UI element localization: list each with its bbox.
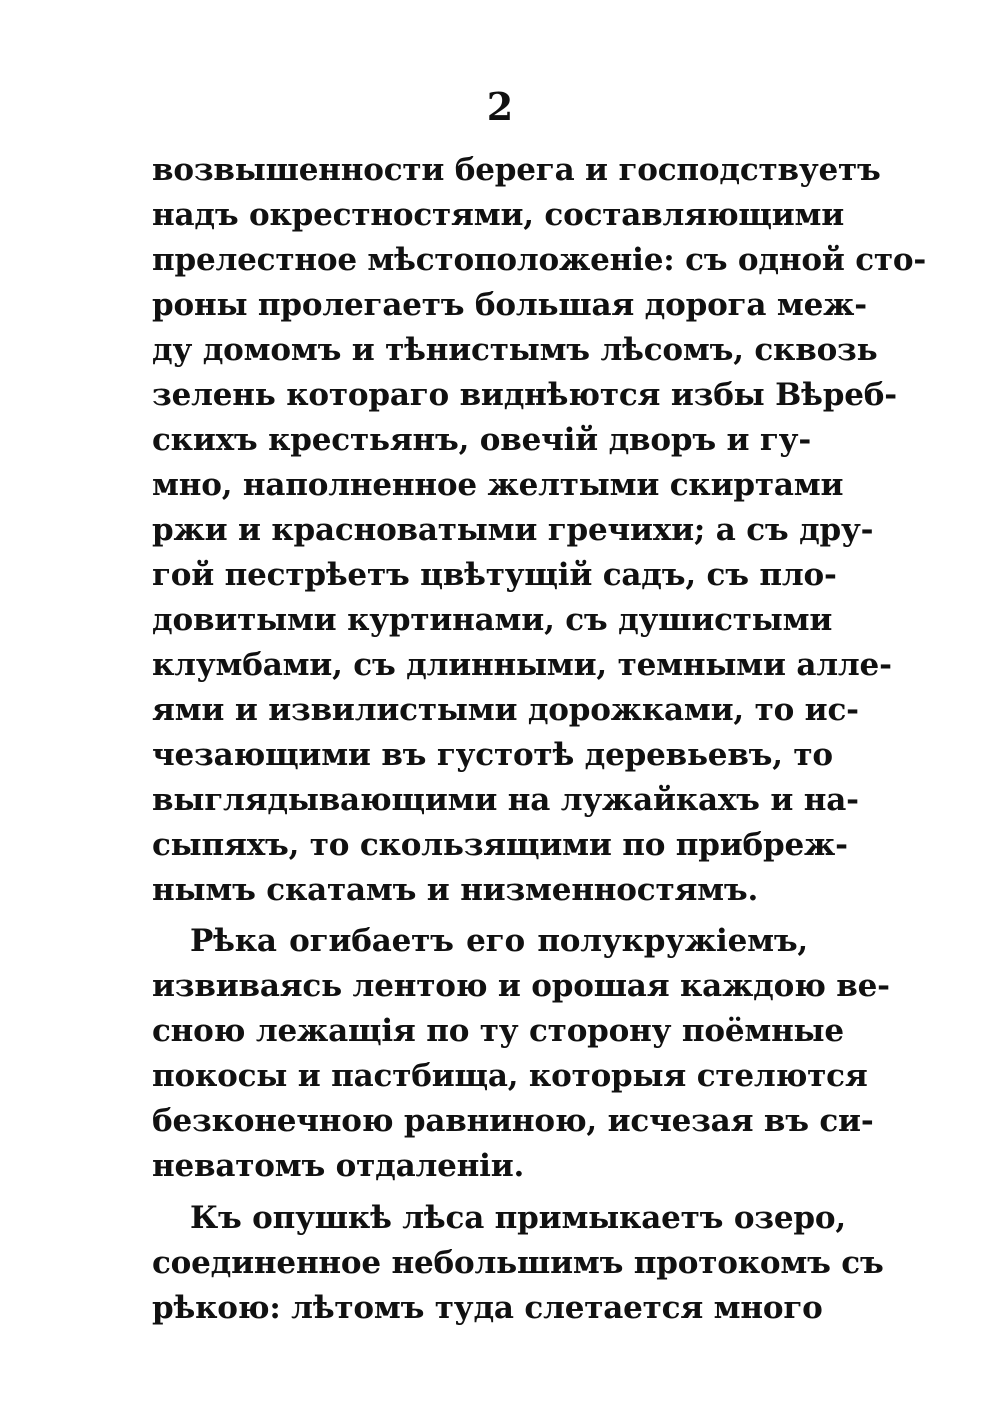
text-line: зелень котораго виднѣются избы Вѣреб- <box>152 377 897 413</box>
text-line: возвышенности берега и господствуетъ <box>152 152 881 188</box>
text-line: покосы и пастбища, которыя стелются <box>152 1058 868 1094</box>
text-line: гой пестрѣетъ цвѣтущій садъ, съ пло- <box>152 557 837 593</box>
text-line: клумбами, съ длинными, темными алле- <box>152 647 892 683</box>
text-line: Къ опушкѣ лѣса примыкаетъ озеро, <box>190 1200 846 1236</box>
text-line: сыпяхъ, то скользящими по прибреж- <box>152 827 848 863</box>
text-line: выглядывающими на лужайкахъ и на- <box>152 782 859 818</box>
text-line: довитыми куртинами, съ душистыми <box>152 602 833 638</box>
text-line: роны пролегаетъ большая дорога меж- <box>152 287 867 323</box>
text-line: сною лежащія по ту сторону поёмные <box>152 1013 844 1049</box>
text-line: надъ окрестностями, составляющими <box>152 197 845 233</box>
text-line: рѣкою: лѣтомъ туда слетается много <box>152 1290 823 1326</box>
text-line: ду домомъ и тѣнистымъ лѣсомъ, сквозь <box>152 332 878 368</box>
text-line: нымъ скатамъ и низменностямъ. <box>152 872 759 908</box>
text-line: безконечною равниною, исчезая въ си- <box>152 1103 874 1139</box>
text-line: ями и извилистыми дорожками, то ис- <box>152 692 859 728</box>
text-line: чезающими въ густотѣ деревьевъ, то <box>152 737 833 773</box>
text-line: скихъ крестьянъ, овечій дворъ и гу- <box>152 422 811 458</box>
text-line: соединенное небольшимъ протокомъ съ <box>152 1245 884 1281</box>
text-line: неватомъ отдаленіи. <box>152 1148 525 1184</box>
text-line: извиваясь лентою и орошая каждою ве- <box>152 968 890 1004</box>
page-number: 2 <box>486 84 514 129</box>
text-line: Рѣка огибаетъ его полукружіемъ, <box>190 923 808 959</box>
text-line: прелестное мѣстоположеніе: съ одной сто- <box>152 242 927 278</box>
text-line: ржи и красноватыми гречихи; а съ дру- <box>152 512 874 548</box>
text-line: мно, наполненное желтыми скиртами <box>152 467 844 503</box>
